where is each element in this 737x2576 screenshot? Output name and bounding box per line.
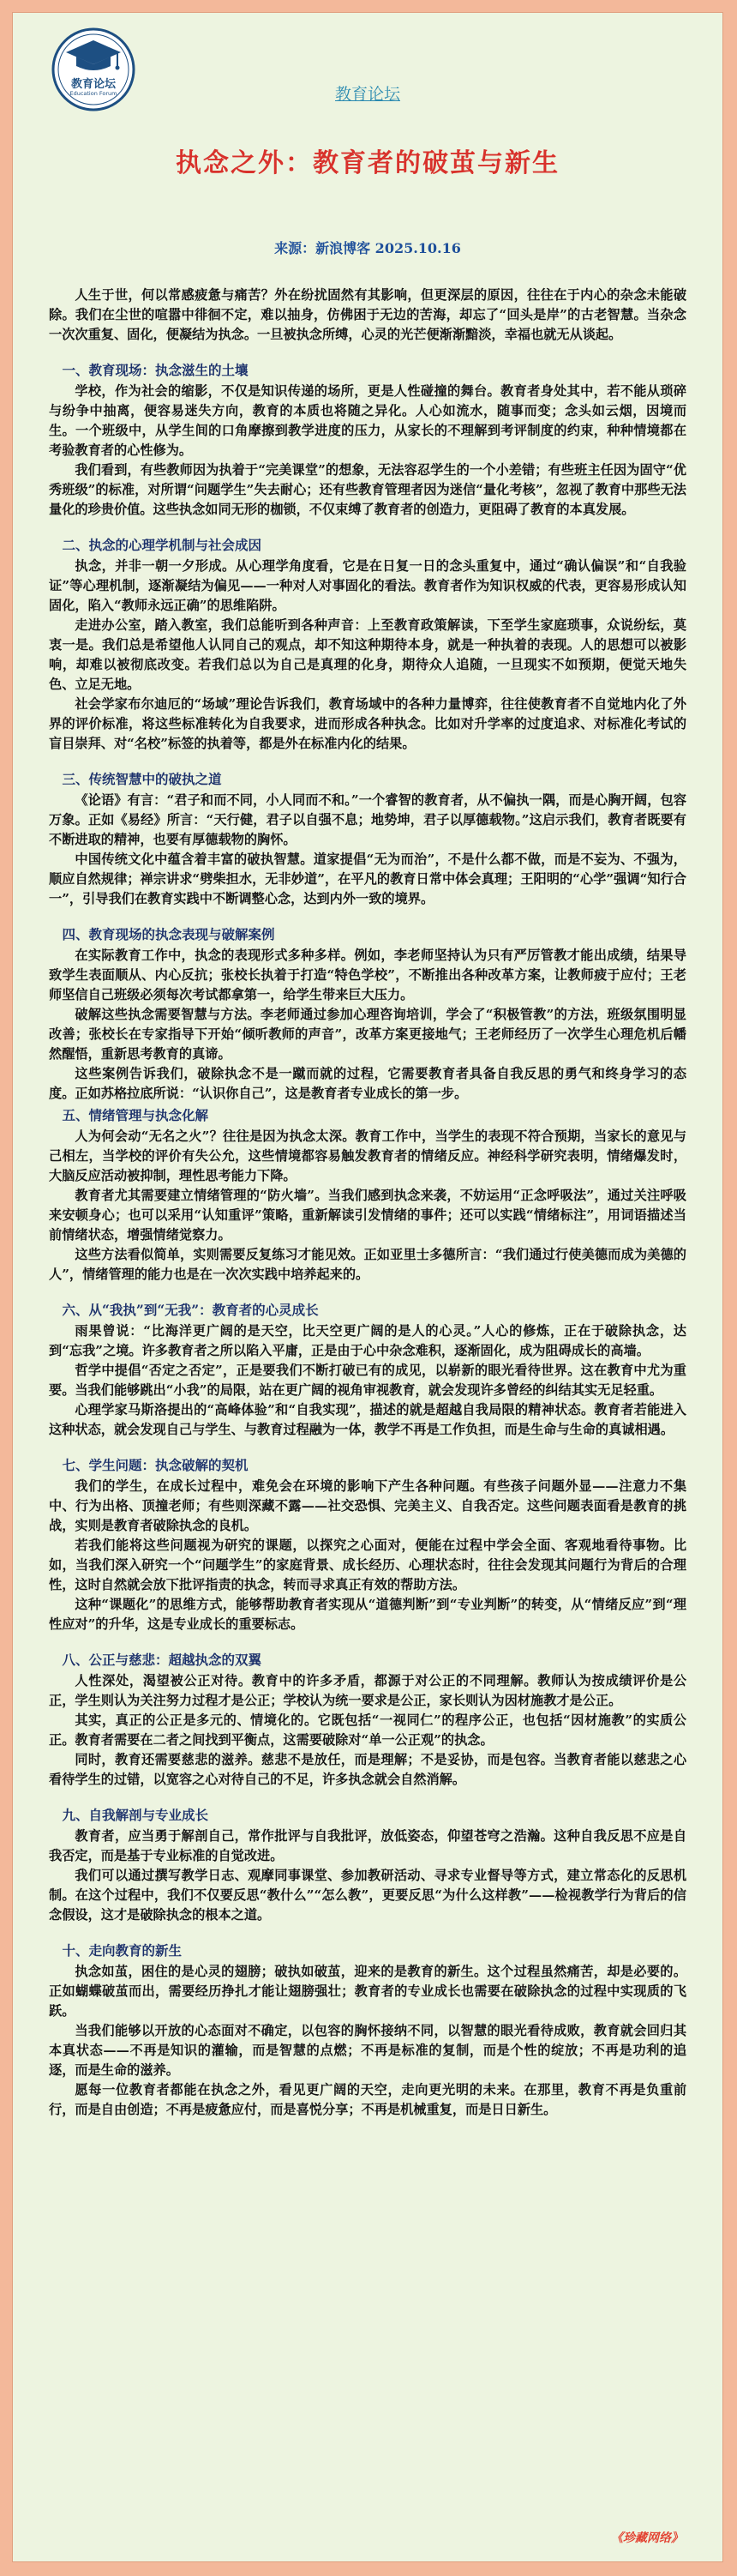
paragraph: 人性深处，渴望被公正对待。教育中的许多矛盾，都源于对公正的不同理解。教师认为按成绩评价是公正，学生则认为关注努力过程才是公正；学校认为统一要求是公正，家长则认为因材施教才是公正。 [49,1673,686,1708]
paragraph: 教育者，应当勇于解剖自己，常作批评与自我批评，放低姿态，仰望苍穹之浩瀚。这种自我反思不应是自我否定，而是基于专业标准的自觉改进。 [49,1828,686,1863]
section-heading: 七、学生问题：执念破解的契机 [62,1457,249,1473]
paragraph: 执念如茧，困住的是心灵的翅膀；破执如破茧，迎来的是教育的新生。这个过程虽然痛苦，却是必要的。正如蝴蝶破茧而出，需要经历挣扎才能让翅膀强壮；教育者的专业成长也需要在破除执念的过程中实现质的飞跃。 [49,1964,686,2019]
section-heading: 四、教育现场的执念表现与破解案例 [62,926,275,942]
paragraph: 我们看到，有些教师因为执着于“完美课堂”的想象，无法容忍学生的一个小差错；有些班主任因为固守“优秀班级”的标准，对所谓“问题学生”失去耐心；还有些教育管理者因为迷信“量化考核”，忽视了教育中那些无法量化的珍贵价值。这些执念如同无形的枷锁，不仅束缚了教育者的创造力，更阻碍了教育的本真发展。 [49,462,686,517]
paragraph: 走进办公室，踏入教室，我们总能听到各种声音：上至教育政策解读，下至学生家庭琐事，众说纷纭，莫衷一是。我们总是希望他人认同自己的观点，却不知这种期待本身，就是一种执着的表现。人的思想可以被影响，却难以被彻底改变。若我们总以为自己是真理的化身，期待众人追随，一旦现实不如预期，便觉天地失色、立足无地。 [49,617,686,692]
footer-signature: 《珍藏网络》 [611,2531,683,2545]
section-heading: 十、走向教育的新生 [62,1942,183,1959]
section-heading: 一、教育现场：执念滋生的土壤 [62,362,249,378]
paragraph: 这种“课题化”的思维方式，能够帮助教育者实现从“道德判断”到“专业判断”的转变，从“情绪反应”到“理性应对”的升华，这是专业成长的重要标志。 [49,1597,686,1632]
article-source: 来源：新浪博客 2025.10.16 [274,240,461,256]
paragraph: 其实，真正的公正是多元的、情境化的。它既包括“一视同仁”的程序公正，也包括“因材施教”的实质公正。教育者需要在二者之间找到平衡点，这需要破除对“单一公正观”的执念。 [49,1712,686,1748]
paragraph: 我们可以通过撰写教学日志、观摩同事课堂、参加教研活动、寻求专业督导等方式，建立常态化的反思机制。在这个过程中，我们不仅要反思“教什么”“怎么教”，更要反思“为什么这样教”——检视教学行为背后的信念假设，这才是破除执念的根本之道。 [49,1868,686,1923]
section-heading: 三、传统智慧中的破执之道 [62,771,222,787]
article-page [12,12,723,2562]
paragraph: 这些方法看似简单，实则需要反复练习才能见效。正如亚里士多德所言：“我们通过行使美德而成为美德的人”，情绪管理的能力也是在一次次实践中培养起来的。 [49,1247,686,1282]
paragraph: 执念，并非一朝一夕形成。从心理学角度看，它是在日复一日的念头重复中，通过“确认偏误”和“自我验证”等心理机制，逐渐凝结为偏见——一种对人对事固化的看法。教育者作为知识权威的代表，更容易形成认知固化，陷入“教师永远正确”的思维陷阱。 [49,558,686,613]
paragraph: 同时，教育还需要慈悲的滋养。慈悲不是放任，而是理解；不是妥协，而是包容。当教育者能以慈悲之心看待学生的过错，以宽容之心对待自己的不足，许多执念就会自然消解。 [49,1752,686,1787]
section-heading: 八、公正与慈悲：超越执念的双翼 [62,1652,262,1668]
paragraph: 破解这些执念需要智慧与方法。李老师通过参加心理咨询培训，学会了“积极管教”的方法，班级氛围明显改善；张校长在专家指导下开始“倾听教师的声音”，改革方案更接地气；王老师经历了一次学生心理危机后幡然醒悟，重新思考教育的真谛。 [49,1007,686,1062]
paragraph: 当我们能够以开放的心态面对不确定，以包容的胸怀接纳不同，以智慧的眼光看待成败，教育就会回归其本真状态——不再是知识的灌输，而是智慧的点燃；不再是标准的复制，而是个性的绽放；不再是功利的追逐，而是生命的滋养。 [49,2023,686,2078]
paragraph: 愿每一位教育者都能在执念之外，看见更广阔的天空，走向更光明的未来。在那里，教育不再是负重前行，而是自由创造；不再是疲惫应付，而是喜悦分享；不再是机械重复，而是日日新生。 [49,2082,686,2117]
intro-paragraph: 人生于世，何以常感疲惫与痛苦？外在纷扰固然有其影响，但更深层的原因，往往在于内心的杂念未能破除。我们在尘世的喧嚣中徘徊不定，难以抽身，仿佛困于无边的苦海，却忘了“回头是岸”的古老智慧。当杂念一次次重复、固化，便凝结为执念。一旦被执念所缚，心灵的光芒便渐渐黯淡，幸福也就无从谈起。 [49,287,686,342]
logo-text: 教育论坛 [70,78,116,91]
paragraph: 《论语》有言：“君子和而不同，小人同而不和。”一个睿智的教育者，从不偏执一隅，而是心胸开阔，包容万象。正如《易经》所言：“天行健，君子以自强不息；地势坤，君子以厚德载物。”这启示我们，教育者既要有不断进取的精神，也要有厚德载物的胸怀。 [49,792,686,847]
paragraph: 教育者尤其需要建立情绪管理的“防火墙”。当我们感到执念来袭，不妨运用“正念呼吸法”，通过关注呼吸来安顿身心；也可以采用“认知重评”策略，重新解读引发情绪的事件；还可以实践“情绪标注”，用词语描述当前情绪状态，增强情绪觉察力。 [49,1188,686,1243]
paragraph: 若我们能将这些问题视为研究的课题，以探究之心面对，便能在过程中学会全面、客观地看待事物。比如，当我们深入研究一个“问题学生”的家庭背景、成长经历、心理状态时，往往会发现其问题行为背后的合理性，这时自然就会放下批评指责的执念，转而寻求真正有效的帮助方法。 [49,1538,686,1592]
paragraph: 社会学家布尔迪厄的“场域”理论告诉我们，教育场域中的各种力量博弈，往往使教育者不自觉地内化了外界的评价标准，将这些标准转化为自我要求，进而形成各种执念。比如对升学率的过度追求、对标准化考试的盲目崇拜、对“名校”标签的执着等，都是外在标准内化的结果。 [49,696,686,751]
paragraph: 我们的学生，在成长过程中，难免会在环境的影响下产生各种问题。有些孩子问题外显——注意力不集中、行为出格、顶撞老师；有些则深藏不露——社交恐惧、完美主义、自我否定。这些问题表面看是教育的挑战，实则是教育者破除执念的良机。 [49,1478,686,1533]
paragraph: 这些案例告诉我们，破除执念不是一蹴而就的过程，它需要教育者具备自我反思的勇气和终身学习的态度。正如苏格拉底所说：“认识你自己”，这是教育者专业成长的第一步。 [49,1066,686,1101]
section-heading: 九、自我解剖与专业成长 [62,1807,209,1823]
article-body [49,286,686,2120]
article-title: 执念之外：教育者的破茧与新生 [176,148,560,178]
paragraph: 人为何会动“无名之火”？往往是因为执念太深。教育工作中，当学生的表现不符合预期，当家长的意见与己相左，当学校的评价有失公允，这些情境都容易触发教育者的情绪反应。神经科学研究表明，情绪爆发时，大脑反应活动被抑制，理性思考能力下降。 [49,1129,686,1183]
paragraph: 雨果曾说：“比海洋更广阔的是天空，比天空更广阔的是人的心灵。”人心的修炼，正在于破除执念，达到“忘我”之境。许多教育者之所以陷入平庸，正是由于心中杂念难积，逐渐固化，成为阻碍成长的高墙。 [49,1323,686,1358]
category-link[interactable]: 教育论坛 [334,85,400,104]
section-heading: 五、情绪管理与执念化解 [62,1107,209,1123]
paragraph: 学校，作为社会的缩影，不仅是知识传递的场所，更是人性碰撞的舞台。教育者身处其中，若不能从琐碎与纷争中抽离，便容易迷失方向，教育的本质也将随之异化。人心如流水，随事而变；念头如云烟，因境而生。一个班级中，从学生间的口角摩擦到教学进度的压力，从家长的不理解到考评制度的约束，种种情境都在考验教育者的心性修为。 [49,383,686,458]
paragraph: 哲学中提倡“否定之否定”，正是要我们不断打破已有的成见，以崭新的眼光看待世界。这在教育中尤为重要。当我们能够跳出“小我”的局限，站在更广阔的视角审视教育，就会发现许多曾经的纠结其实无足轻重。 [49,1363,686,1398]
section-heading: 二、执念的心理学机制与社会成因 [62,537,262,553]
paragraph: 心理学家马斯洛提出的“高峰体验”和“自我实现”，描述的就是超越自我局限的精神状态。教育者若能进入这种状态，就会发现自己与学生、与教育过程融为一体，教学不再是工作负担，而是生命与生命的真诚相遇。 [49,1402,686,1437]
paragraph: 在实际教育工作中，执念的表现形式多种多样。例如，李老师坚持认为只有严厉管教才能出成绩，结果导致学生表面顺从、内心反抗；张校长执着于打造“特色学校”，不断推出各种改革方案，让教师疲于应付；王老师坚信自己班级必须每次考试都拿第一，给学生带来巨大压力。 [49,948,686,1002]
logo-subtext: Education Forum [69,90,117,97]
section-heading: 六、从“我执”到“无我”：教育者的心灵成长 [62,1302,319,1318]
paragraph: 中国传统文化中蕴含着丰富的破执智慧。道家提倡“无为而治”，不是什么都不做，而是不妄为、不强为，顺应自然规律；禅宗讲求“劈柴担水，无非妙道”，在平凡的教育日常中体会真理；王阳明的“心学”强调“知行合一”，引导我们在教育实践中不断调整心念，达到内外一致的境界。 [49,852,686,906]
